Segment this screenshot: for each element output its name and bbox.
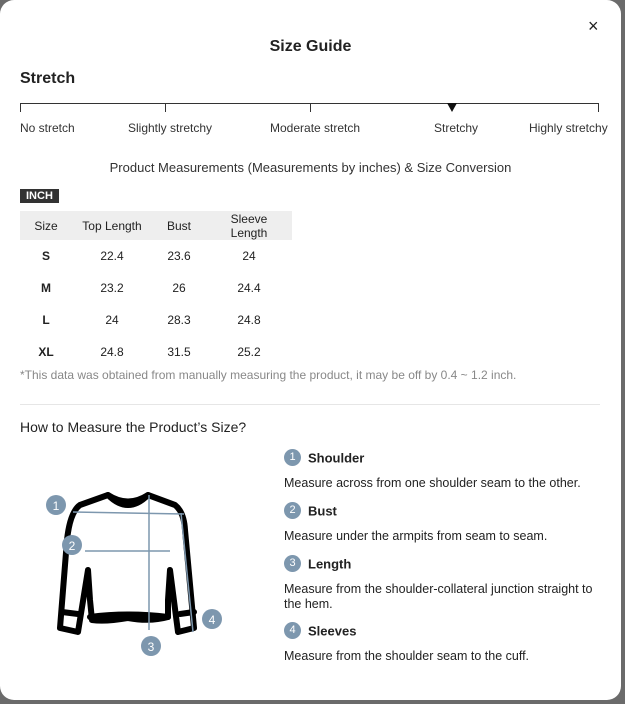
- table-cell: S: [41, 249, 50, 263]
- table-cell: 24.4: [237, 281, 261, 295]
- table-cell: M: [41, 281, 51, 295]
- table-header: Bust: [152, 211, 206, 240]
- unit-badge[interactable]: INCH: [20, 189, 59, 203]
- step-shoulder: [284, 449, 594, 491]
- diagram-marker: 2: [68, 539, 76, 553]
- step-number: 1: [284, 449, 301, 466]
- step-description: Measure from the shoulder seam to the cuff.: [284, 649, 530, 663]
- diagram-marker: 3: [147, 640, 155, 654]
- stretch-heading: Stretch: [20, 70, 76, 87]
- table-cell: XL: [38, 345, 54, 359]
- table-cell: 23.6: [167, 249, 191, 263]
- diagram-marker: 4: [208, 613, 216, 627]
- table-cell: 24.8: [100, 345, 124, 359]
- table-cell: 31.5: [167, 345, 191, 359]
- table-cell: 24: [105, 313, 119, 327]
- table-header: Sleeve Length: [206, 211, 292, 240]
- stretch-label: Stretchy: [434, 121, 479, 135]
- step-length: [284, 555, 594, 612]
- table-cell: 24: [242, 249, 256, 263]
- modal-title: Size Guide: [269, 38, 352, 55]
- step-name: Sleeves: [308, 623, 357, 639]
- step-description: Measure under the armpits from seam to seam.: [284, 529, 548, 543]
- table-cell: 25.2: [237, 345, 261, 359]
- step-name: Bust: [308, 503, 337, 519]
- table-header: Size: [20, 211, 72, 240]
- table-cell: 28.3: [167, 313, 191, 327]
- table-cell: 26: [172, 281, 186, 295]
- stretch-label: Highly stretchy: [529, 121, 608, 135]
- table-cell: 23.2: [100, 281, 124, 295]
- step-description: Measure from the shoulder-collateral junction straight to the hem.: [284, 582, 593, 611]
- table-cell: 24.8: [237, 313, 261, 327]
- step-number: 3: [284, 555, 301, 572]
- stretch-label: Moderate stretch: [270, 121, 361, 135]
- step-number: 2: [284, 502, 301, 519]
- how-to-measure-heading: How to Measure the Product’s Size?: [20, 419, 247, 435]
- step-description: Measure across from one shoulder seam to the other.: [284, 476, 581, 490]
- step-bust: [284, 502, 594, 544]
- measurement-note: *This data was obtained from manually measuring the product, it may be off by 0.4 ~ 1.2 inch.: [20, 368, 517, 382]
- step-name: Length: [308, 556, 352, 572]
- table-cell: L: [42, 313, 50, 327]
- table-header: Top Length: [72, 211, 152, 240]
- stretch-label: Slightly stretchy: [128, 121, 213, 135]
- measurements-subtitle: Product Measurements (Measurements by inches) & Size Conversion: [109, 160, 512, 175]
- close-icon[interactable]: ×: [588, 16, 599, 36]
- step-name: Shoulder: [308, 450, 365, 466]
- table-cell: 22.4: [100, 249, 124, 263]
- diagram-marker: 1: [52, 499, 60, 513]
- stretch-label: No stretch: [20, 121, 75, 135]
- step-sleeves: [284, 622, 594, 664]
- step-number: 4: [284, 622, 301, 639]
